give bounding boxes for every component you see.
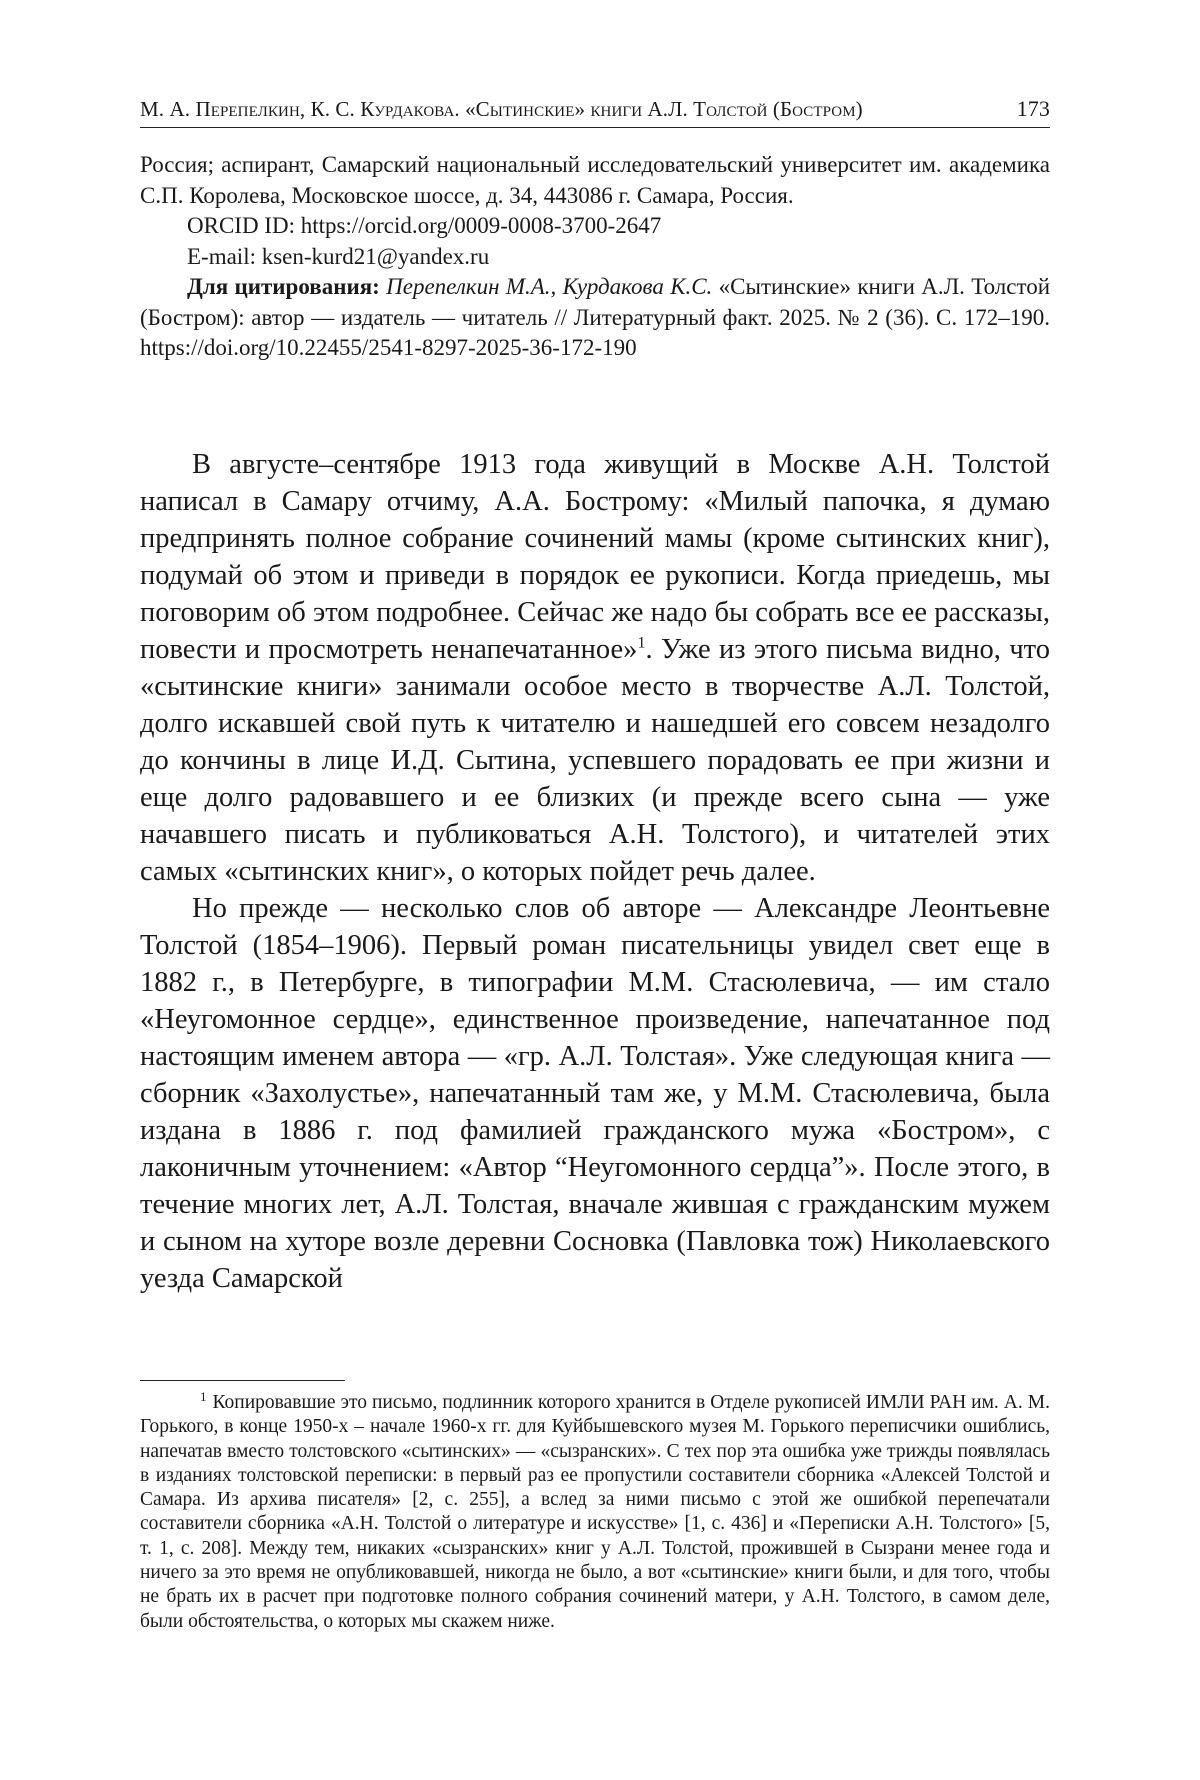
email-line: E-mail: ksen-kurd21@yandex.ru (187, 243, 490, 269)
footnote-rule (140, 1380, 345, 1381)
paragraph-1 (140, 446, 1050, 890)
footnote-1 (140, 1388, 1050, 1634)
affiliation-text: Россия; аспирант, Самарский национальный исследовательский университет им. академика С.П. Королева, Московское шоссе, д. 34, 443086 г. Самара, Россия. (140, 152, 1050, 208)
footnote-text: Копировавшие это письмо, подлинник которого хранится в Отделе рукописей ИМЛИ РАН им. А. М. Горького, в конце 1950-х – начале 1960-х гг. для Куйбышевского музея М. Горького переписчики ошиблись, напечатав вместо толстовского «сытинских» — «сызранских». С тех пор эта ошибка уже трижды появлялась в изданиях толстовской переписки: в первый раз ее пропустили составители сборника «Алексей Толстой и Самара. Из архива писателя» [2, с. 255], а вслед за ними письмо с этой же ошибкой перепечатали составители сборника «А.Н. Толстой о литературе и искусстве» [1, с. 436] и «Переписки А.Н. Толстого» [5, т. 1, с. 208]. Между тем, никаких «сызранских» книг у А.Л. Толстой, прожившей в Сызрани менее года и ничего за это время не опубликовавшей, никогда не было, а вот «сытинские» книги были, и для того, чтобы не брать их в расчет при подготовке полного собрания сочинений матери, у А.Н. Толстого, в самом деле, были обстоятельства, о которых мы скажем ниже. (140, 1392, 1050, 1632)
author-affiliation-block (140, 150, 1050, 364)
page (140, 0, 1050, 1780)
footnote-ref: 1 (637, 634, 646, 652)
citation (140, 272, 1050, 364)
footnote-mark: 1 (200, 1388, 207, 1404)
citation-authors: Перепелкин М.А., Курдакова К.С. (386, 274, 713, 299)
page-number: 173 (1016, 96, 1050, 121)
citation-lead: Для цитирования: (187, 274, 380, 299)
footnote (140, 1388, 1050, 1634)
orcid-line: ORCID ID: https://orcid.org/0009-0008-3700-2647 (187, 213, 662, 238)
paragraph-1-text: В августе–сентябре 1913 года живущий в Москве А.Н. Толстой написал в Самару отчиму, А.А. Бострому: «Милый папочка, я думаю предпринять полное собрание сочинений мамы (кроме сытинских книг), подумай об этом и приведи в порядок ее рукописи. Когда приедешь, мы поговорим об этом подробнее. Сейчас же надо бы собрать все ее рассказы, повести и просмотреть ненапечатанное» (140, 449, 1050, 665)
paragraph-1-continuation: . Уже из этого письма видно, что «сытинские книги» занимали особое место в творчестве А.Л. Толстой, долго искавшей свой путь к читателю и нашедшей его совсем незадолго до кончины в лице И.Д. Сытина, успевшего порадовать ее при жизни и еще долго радовавшего и ее близких (и прежде всего сына — уже начавшего писать и публиковаться А.Н. Толстого), и читателей этих самых «сытинских книг», о которых пойдет речь далее. (140, 634, 1050, 887)
running-header (140, 88, 1050, 122)
paragraph-2: Но прежде — несколько слов об авторе — Александре Леонтьевне Толстой (1854–1906). Первый роман писательницы увидел свет еще в 1882 г., в Петербурге, в типографии М.М. Стасюлевича, — им стало «Неугомонное сердце», единственное произведение, напечатанное под настоящим именем автора — «гр. А.Л. Толстая». Уже следующая книга — сборник «Захолустье», напечатанный там же, у М.М. Стасюлевича, была издана в 1886 г. под фамилией гражданского мужа «Бостром», с лаконичным уточнением: «Автор “Неугомонного сердца”». После этого, в течение многих лет, А.Л. Толстая, вначале жившая с гражданским мужем и сыном на хуторе возле деревни Сосновка (Павловка тож) Николаевского уезда Самарской (140, 893, 1050, 1294)
article-body (140, 446, 1050, 1297)
header-rule (140, 127, 1050, 128)
citation-details: «Сытинские» книги А.Л. Толстой (Бостром): автор — издатель — читатель // Литературный факт. 2025. № 2 (36). С. 172–190. https://doi.org/10.22455/2541-8297-2025-36-172-190 (140, 274, 1051, 360)
running-title: М. А. Перепелкин, К. С. Курдакова. «Сытинские» книги А.Л. Толстой (Бостром) (140, 97, 863, 121)
